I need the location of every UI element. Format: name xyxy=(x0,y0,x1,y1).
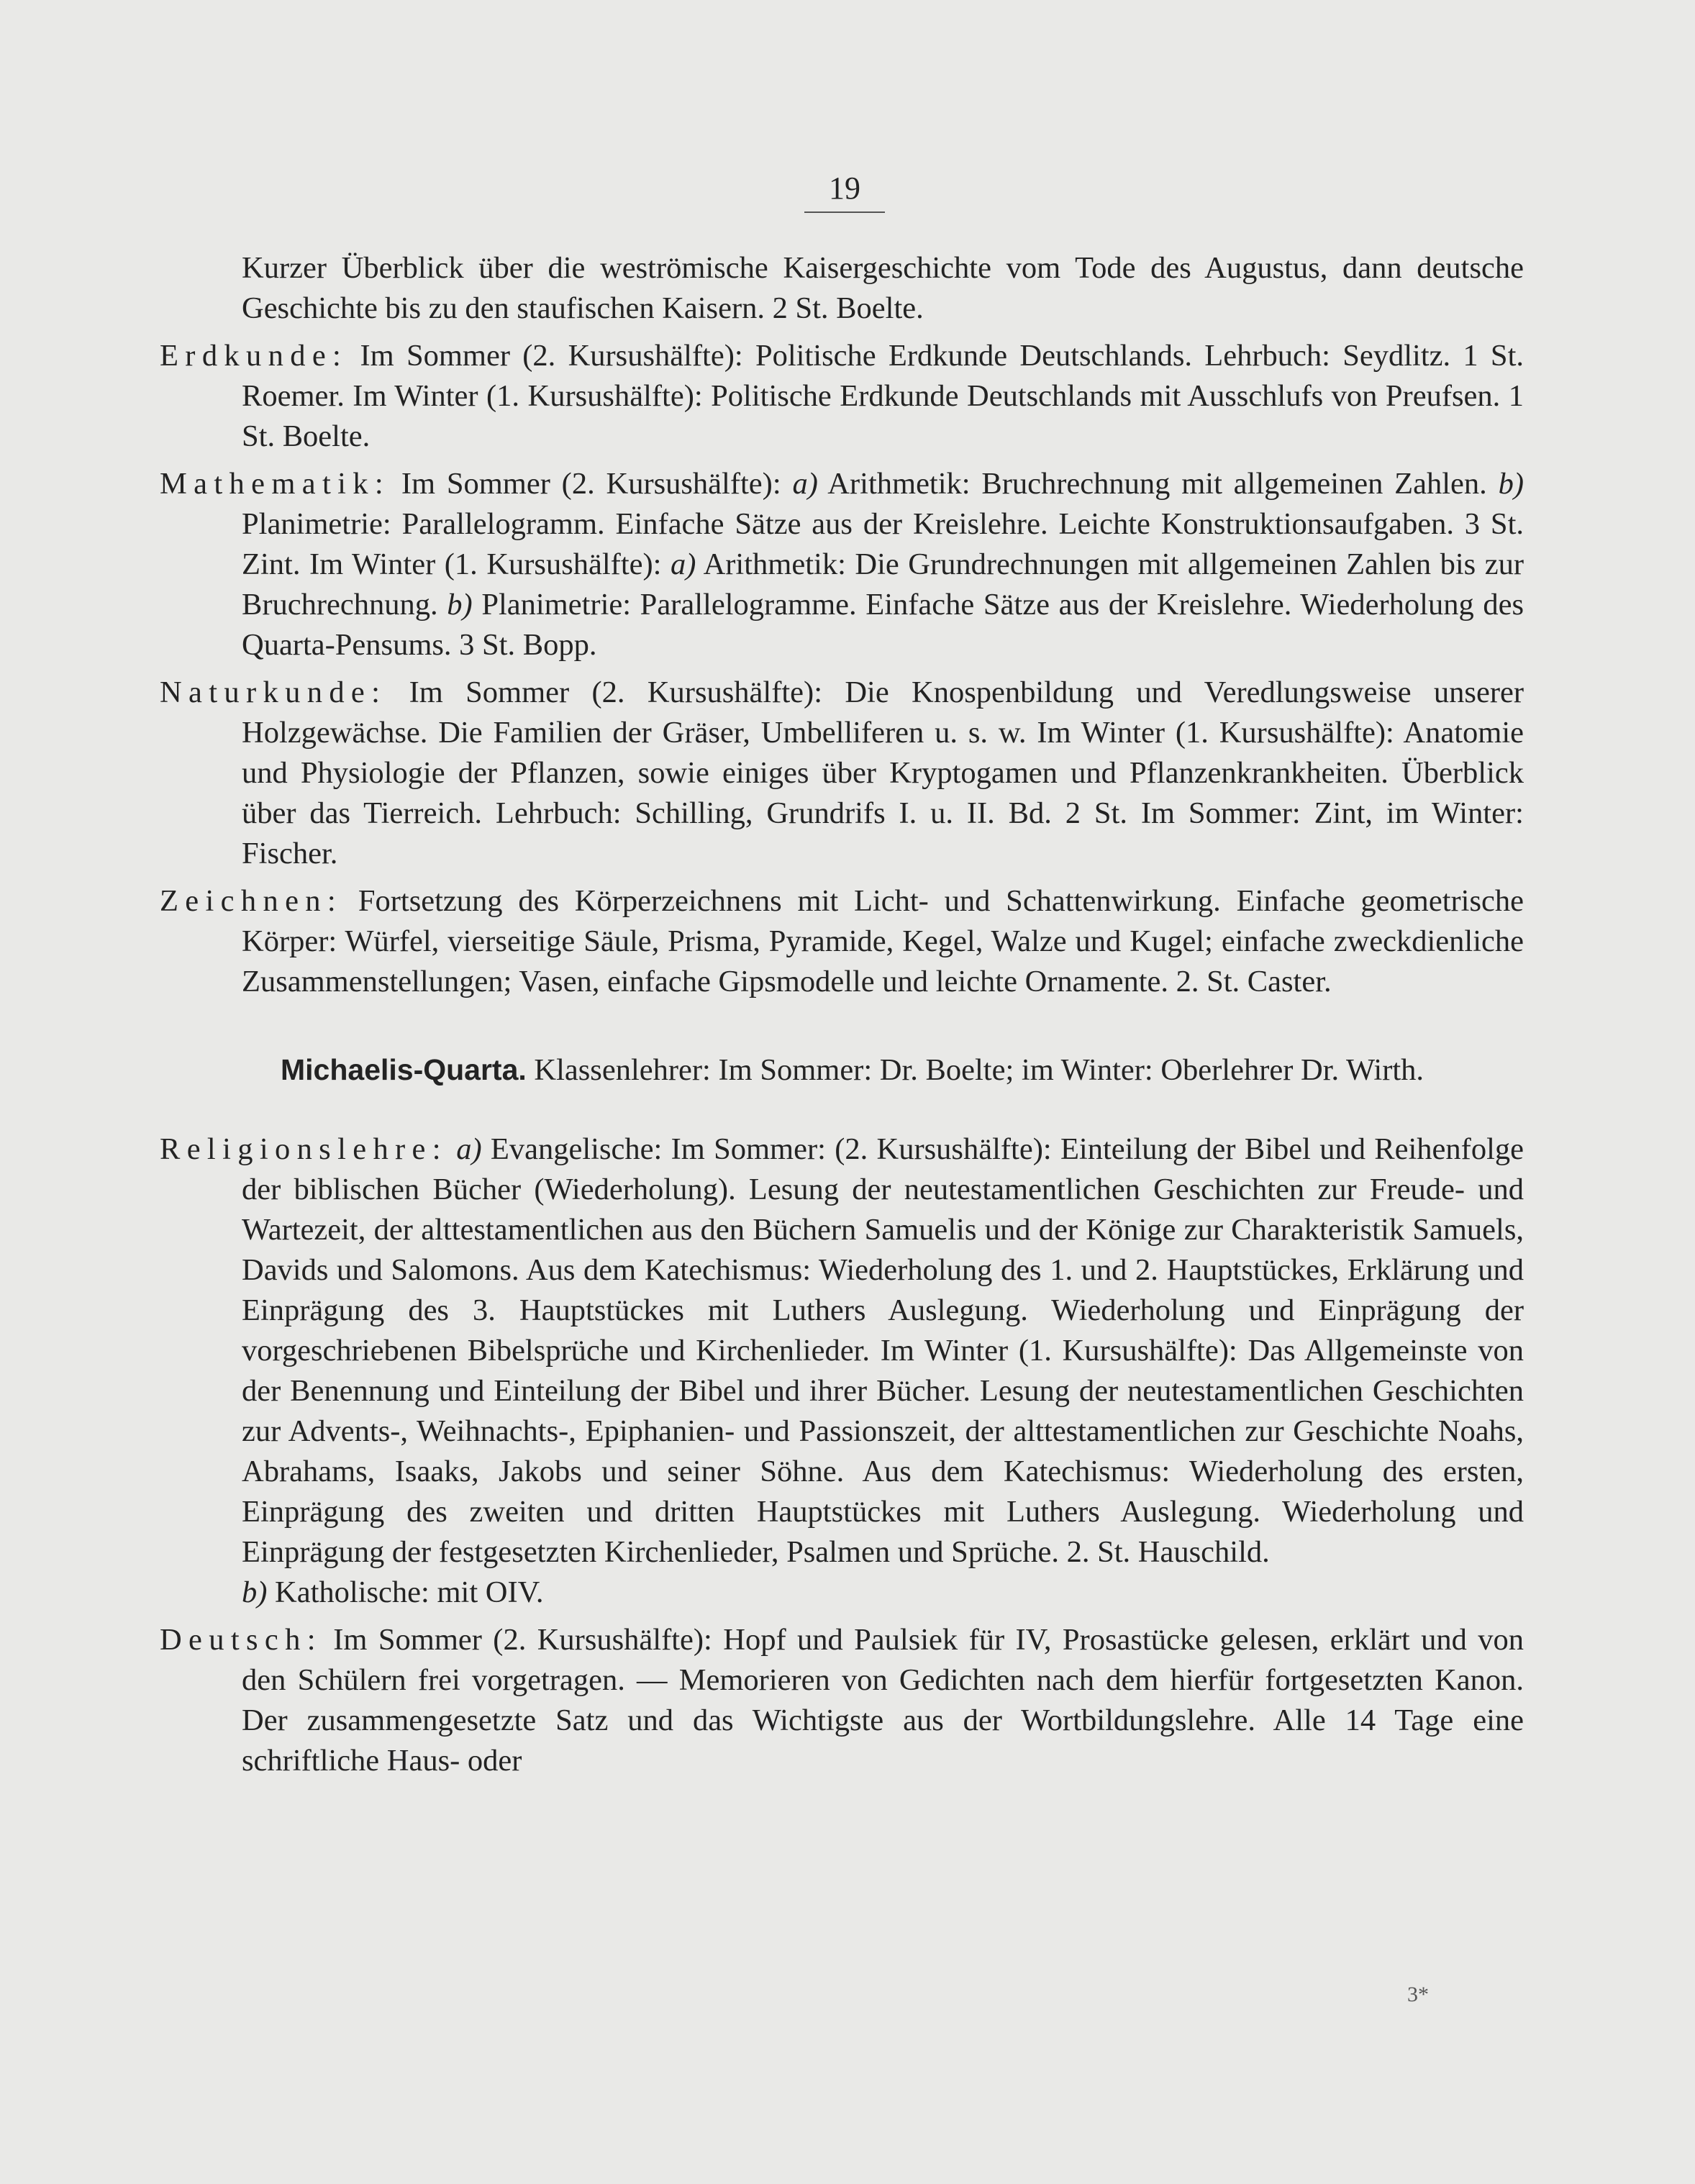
religion-text-evangelical: Evangelische: Im Sommer: (2. Kursushälfte): Einteilung der Bibel und Reihenfolge der biblischen Bücher (Wiederholung). Lesung der neutestamentlichen Geschichten zur Freude- und Wartezeit, der alttestamentlichen aus den Büchern Samuelis und der Könige zur Charakteristik Samuels, Davids und Salomons. Aus dem Katechismus: Wiederholung des 1. und 2. Hauptstückes, Erklärung und Einprägung des 3. Hauptstückes mit Luthers Auslegung. Wiederholung und Einprägung der vorgeschriebenen Bibelsprüche und Kirchenlieder. Im Winter (1. Kursushälfte): Das Allgemeinste von der Benennung und Einteilung der Bibel und ihrer Bücher. Lesung der neutestamentlichen Geschichten zur Advents-, Weihnachts-, Epiphanien- und Passionszeit, der alttestamentlichen zur Geschichte Noahs, Abrahams, Isaaks, Jakobs und seiner Söhne. Aus dem Katechismus: Wiederholung des ersten, Einprägung des zweiten und dritten Hauptstückes mit Luthers Auslegung. Wiederholung und Einprägung der festgesetzten Kirchenlieder, Psalmen und Sprüche. 2. St. Hauschild. xyxy=(242,1132,1524,1569)
religion-text-catholic: Katholische: mit OIV. xyxy=(267,1575,544,1609)
mathematik-marker-a1: a) xyxy=(792,467,818,501)
paragraph-religionslehre xyxy=(160,1129,1524,1613)
religion-marker-a: a) xyxy=(456,1132,482,1166)
subject-heading-naturkunde: Naturkunde: xyxy=(160,675,387,709)
history-text: Kurzer Überblick über die weströmische Kaisergeschichte vom Tode des Augustus, dann deutsche Geschichte bis zu den staufischen Kaisern. 2 St. Boelte. xyxy=(242,251,1524,325)
mathematik-marker-b2: b) xyxy=(447,588,473,622)
subject-heading-religionslehre: Religionslehre: xyxy=(160,1132,447,1166)
page-number: 19 xyxy=(829,170,860,206)
religion-marker-b: b) xyxy=(242,1575,268,1609)
mathematik-marker-b1: b) xyxy=(1498,467,1524,501)
mathematik-text-5: Planimetrie: Parallelogramme. Einfache Sätze aus der Kreislehre. Wiederholung des Quarta-Pensums. 3 St. Bopp. xyxy=(242,588,1524,662)
mathematik-text-4: Arithmetik: Die Grundrechnungen mit allgemeinen Zahlen bis zur Bruchrechnung. xyxy=(242,547,1524,622)
mathematik-text-3: Planimetrie: Parallelogramm. Einfache Sätze aus der Kreislehre. Leichte Konstruktionsaufgaben. 3 St. Zint. Im Winter (1. Kursushälfte): xyxy=(242,507,1524,581)
deutsch-text: Im Sommer (2. Kursushälfte): Hopf und Paulsiek für IV, Prosastücke gelesen, erklärt und von den Schülern frei vorgetragen. — Memorieren von Gedichten nach dem hierfür fortgesetzten Kanon. Der zusammengesetzte Satz und das Wichtigste aus der Wortbildungslehre. Alle 14 Tage eine schriftliche Haus- oder xyxy=(242,1623,1524,1778)
subject-heading-zeichnen: Zeichnen: xyxy=(160,884,343,918)
paragraph-mathematik xyxy=(160,464,1524,665)
body-text xyxy=(160,248,1524,1781)
subject-heading-deutsch: Deutsch: xyxy=(160,1623,322,1657)
subject-heading-erdkunde: Erdkunde: xyxy=(160,339,348,373)
zeichnen-text: Fortsetzung des Körperzeichnens mit Licht- und Schattenwirkung. Einfache geometrische Körper: Würfel, vierseitige Säule, Prisma, Pyramide, Kegel, Walze und Kugel; einfache zweckdienliche Zusammenstellungen; Vasen, einfache Gipsmodelle und leichte Ornamente. 2. St. Caster. xyxy=(242,884,1524,998)
mathematik-text-2: Arithmetik: Bruchrechnung mit allgemeinen Zahlen. xyxy=(817,467,1499,501)
page-number-rule xyxy=(804,211,885,213)
mathematik-text-1: Im Sommer (2. Kursushälfte): xyxy=(390,467,793,501)
paragraph-history-continuation xyxy=(160,248,1524,329)
class-teachers-text: Klassenlehrer: Im Sommer: Dr. Boelte; im Winter: Oberlehrer Dr. Wirth. xyxy=(526,1053,1424,1087)
mathematik-marker-a2: a) xyxy=(670,547,696,581)
naturkunde-text: Im Sommer (2. Kursushälfte): Die Knospenbildung und Veredlungsweise unserer Holzgewächse. Die Familien der Gräser, Umbelliferen u. s. w. Im Winter (1. Kursushälfte): Anatomie und Physiologie der Pflanzen, sowie einiges über Kryptogamen und Pflanzenkrankheiten. Überblick über das Tierreich. Lehrbuch: Schilling, Grundrifs I. u. II. Bd. 2 St. Im Sommer: Zint, im Winter: Fischer. xyxy=(242,675,1524,870)
paragraph-naturkunde xyxy=(160,673,1524,874)
paragraph-erdkunde xyxy=(160,336,1524,457)
erdkunde-text: Im Sommer (2. Kursushälfte): Politische Erdkunde Deutschlands. Lehrbuch: Seydlitz. 1 St. Roemer. Im Winter (1. Kursushälfte): Politische Erdkunde Deutschlands mit Ausschlufs von Preufsen. 1 St. Boelte. xyxy=(242,339,1524,453)
paragraph-zeichnen xyxy=(160,881,1524,1002)
class-title: Michaelis-Quarta. xyxy=(281,1053,527,1086)
subject-heading-mathematik: Mathematik: xyxy=(160,467,391,501)
signature-mark: 3* xyxy=(1407,1983,1429,2006)
class-heading xyxy=(160,1050,1524,1091)
paragraph-deutsch xyxy=(160,1620,1524,1781)
